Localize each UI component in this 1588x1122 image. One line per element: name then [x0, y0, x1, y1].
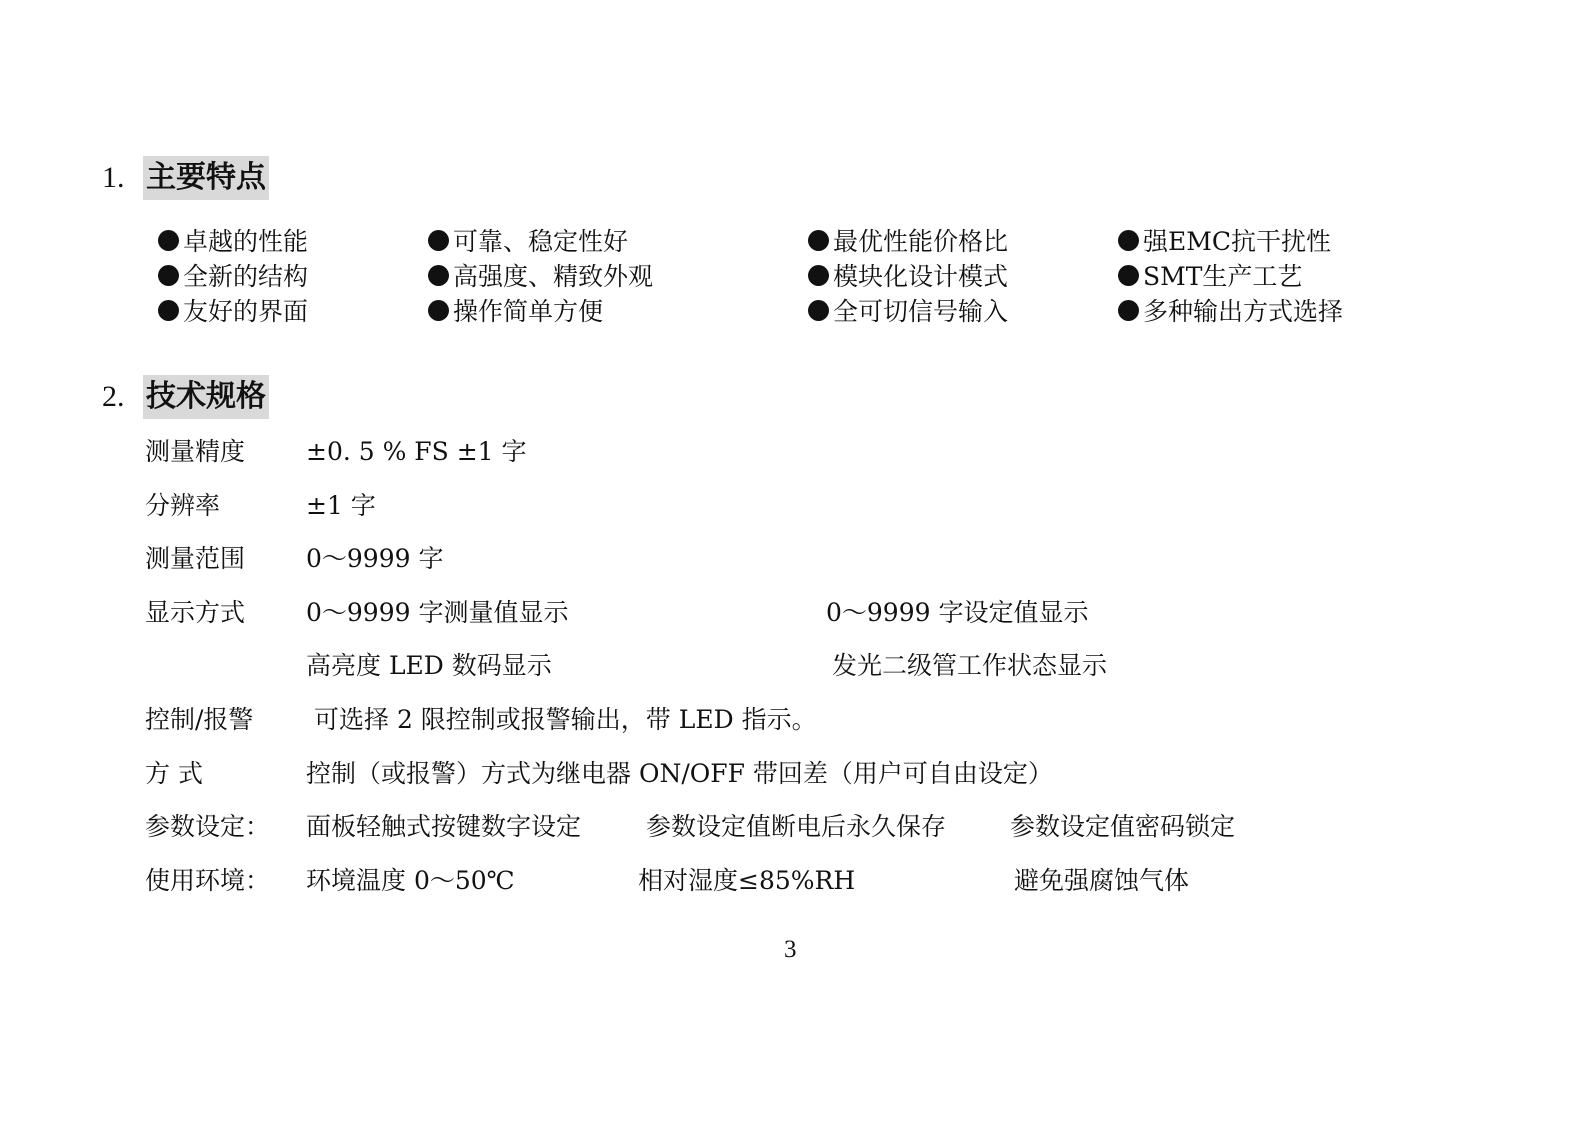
spec-value: 避免强腐蚀气体 — [1014, 866, 1190, 895]
feature-item — [1118, 295, 1343, 329]
feature-item — [158, 260, 308, 294]
feature-text: 友好的界面 — [183, 297, 309, 326]
spec-value: 参数设定值密码锁定 — [1010, 812, 1236, 841]
feature-text: 高强度、精致外观 — [453, 262, 654, 291]
section-1-title: 主要特点 — [143, 156, 269, 200]
spec-value: 高亮度 LED 数码显示 — [306, 651, 552, 680]
spec-value: 0～9999 字 — [306, 544, 444, 573]
feature-item — [428, 295, 603, 329]
feature-text: SMT生产工艺 — [1143, 262, 1303, 291]
feature-item — [808, 260, 1008, 294]
feature-item — [808, 295, 1008, 329]
feature-text: 全可切信号输入 — [833, 297, 1009, 326]
spec-value: 控制（或报警）方式为继电器 ON/OFF 带回差（用户可自由设定） — [306, 759, 1053, 788]
feature-item — [428, 260, 653, 294]
spec-label: 方 式 — [145, 759, 203, 788]
spec-label: 参数设定： — [145, 812, 271, 841]
spec-value: 可选择 2 限控制或报警输出，带 LED 指示。 — [314, 705, 817, 734]
feature-text: 可靠、稳定性好 — [453, 227, 629, 256]
bullet-icon — [428, 230, 449, 251]
spec-value: 相对湿度≤85%RH — [638, 866, 856, 895]
spec-value: ±0. 5 % FS ±1 字 — [306, 437, 527, 466]
section-2-title: 技术规格 — [143, 375, 269, 419]
spec-label: 使用环境： — [145, 866, 271, 895]
bullet-icon — [158, 230, 179, 251]
spec-value: 0～9999 字测量值显示 — [306, 598, 569, 627]
spec-value: 参数设定值断电后永久保存 — [646, 812, 947, 841]
spec-value: 0～9999 字设定值显示 — [826, 598, 1089, 627]
feature-text: 模块化设计模式 — [833, 262, 1009, 291]
spec-label: 测量范围 — [145, 544, 246, 573]
feature-text: 强EMC抗干扰性 — [1143, 227, 1331, 256]
feature-text: 多种输出方式选择 — [1143, 297, 1344, 326]
feature-item — [158, 225, 308, 259]
spec-label: 测量精度 — [145, 437, 246, 466]
spec-label: 显示方式 — [145, 598, 246, 627]
spec-value: 环境温度 0～50℃ — [306, 866, 515, 895]
bullet-icon — [1118, 300, 1139, 321]
spec-value: ±1 字 — [306, 491, 376, 520]
feature-text: 卓越的性能 — [183, 227, 309, 256]
bullet-icon — [808, 300, 829, 321]
spec-label: 控制/报警 — [145, 705, 254, 734]
page-number: 3 — [784, 936, 797, 963]
bullet-icon — [1118, 265, 1139, 286]
bullet-icon — [808, 265, 829, 286]
bullet-icon — [808, 230, 829, 251]
feature-item — [1118, 225, 1331, 259]
feature-item — [158, 295, 308, 329]
feature-text: 操作简单方便 — [453, 297, 604, 326]
bullet-icon — [428, 300, 449, 321]
feature-text: 最优性能价格比 — [833, 227, 1009, 256]
bullet-icon — [428, 265, 449, 286]
bullet-icon — [158, 300, 179, 321]
feature-item — [1118, 260, 1302, 294]
spec-value: 面板轻触式按键数字设定 — [306, 812, 582, 841]
spec-label: 分辨率 — [145, 491, 221, 520]
section-2-number: 2. — [102, 380, 125, 413]
bullet-icon — [158, 265, 179, 286]
bullet-icon — [1118, 230, 1139, 251]
section-1-number: 1. — [102, 161, 125, 194]
feature-item — [808, 225, 1008, 259]
feature-text: 全新的结构 — [183, 262, 309, 291]
spec-value: 发光二级管工作状态显示 — [832, 651, 1108, 680]
feature-item — [428, 225, 628, 259]
